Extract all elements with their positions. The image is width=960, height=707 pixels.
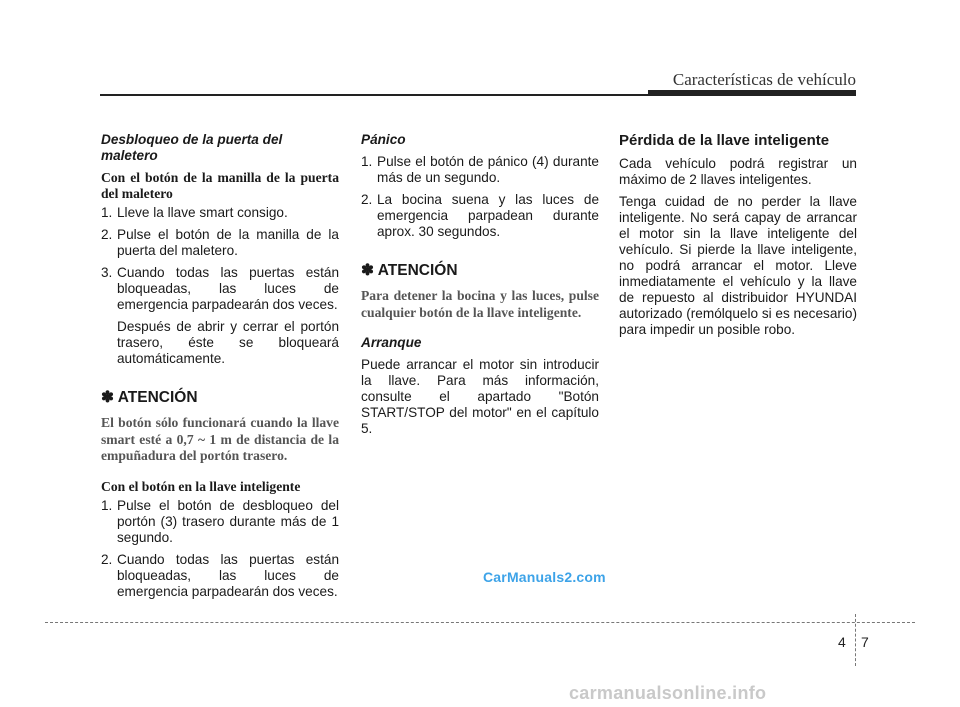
step-note: Después de abrir y cerrar el portón trasero, éste se bloqueará automáticamente. [117, 319, 339, 366]
paragraph: Cada vehículo podrá registrar un máximo de 2 llaves inteligentes. [619, 156, 857, 187]
column-2 [361, 132, 599, 443]
footer-rule [45, 622, 915, 623]
footer-separator [855, 614, 856, 666]
paragraph: Tenga cuidad de no perder la llave inteligente. No será capay de arrancar el motor sin la llave inteligente del vehículo. Si pierde la llave inteligente, no podrá arrancar el motor. Lleve inmediatamente el vehículo y la llave de repuesto al distribuidor HYUNDAI autorizado (remólquelo si es necesario) para impedir un posible robo. [619, 194, 858, 337]
page-number: 7 [861, 634, 869, 650]
site-watermark[interactable]: carmanualsonline.info [569, 683, 767, 703]
subheading: Con el botón en la llave inteligente [101, 478, 301, 494]
column-3 [619, 132, 857, 344]
list-item: 3. Cuando todas las puertas están bloqueadas, las luces de emergencia parpadearán dos veces. [101, 265, 339, 312]
list-item: 2. La bocina suena y las luces de emergencia parpadean durante aprox. 30 segundos. [361, 192, 599, 239]
list-item: 2. Pulse el botón de la manilla de la puerta del maletero. [101, 227, 339, 258]
section-heading: Pánico [361, 132, 406, 147]
section-heading: Pérdida de la llave inteligente [619, 132, 830, 149]
page-header-title: Características de vehículo [672, 70, 856, 89]
paragraph: Puede arrancar el motor sin introducir la llave. Para más información, consulte el apartado "Botón START/STOP del motor" en el capítulo 5. [361, 357, 599, 436]
section-heading: Arranque [361, 335, 422, 350]
attention-heading: ✽ ATENCIÓN [361, 262, 458, 279]
header-rule [100, 94, 856, 96]
attention-text: El botón sólo funcionará cuando la llave smart esté a 0,7 ~ 1 m de distancia de la empuñadura del portón trasero. [101, 415, 339, 463]
attention-text: Para detener la bocina y las luces, pulse cualquier botón de la llave inteligente. [361, 288, 599, 320]
watermark-link[interactable]: CarManuals2.com [483, 569, 606, 585]
list-item: 2. Cuando todas las puertas están bloqueadas, las luces de emergencia parpadearán dos veces. [101, 551, 339, 599]
section-heading: Desbloqueo de la puerta del maletero [101, 132, 283, 163]
attention-heading: ✽ ATENCIÓN [101, 389, 198, 406]
subheading: Con el botón de la manilla de la puerta del maletero [101, 170, 339, 201]
chapter-number: 4 [838, 634, 846, 650]
column-1 [101, 132, 339, 606]
list-item: 1. Pulse el botón de pánico (4) durante más de un segundo. [361, 154, 599, 185]
list-item: 1. Pulse el botón de desbloqueo del portón (3) trasero durante más de 1 segundo. [101, 497, 339, 545]
list-item: 1. Lleve la llave smart consigo. [101, 205, 288, 220]
